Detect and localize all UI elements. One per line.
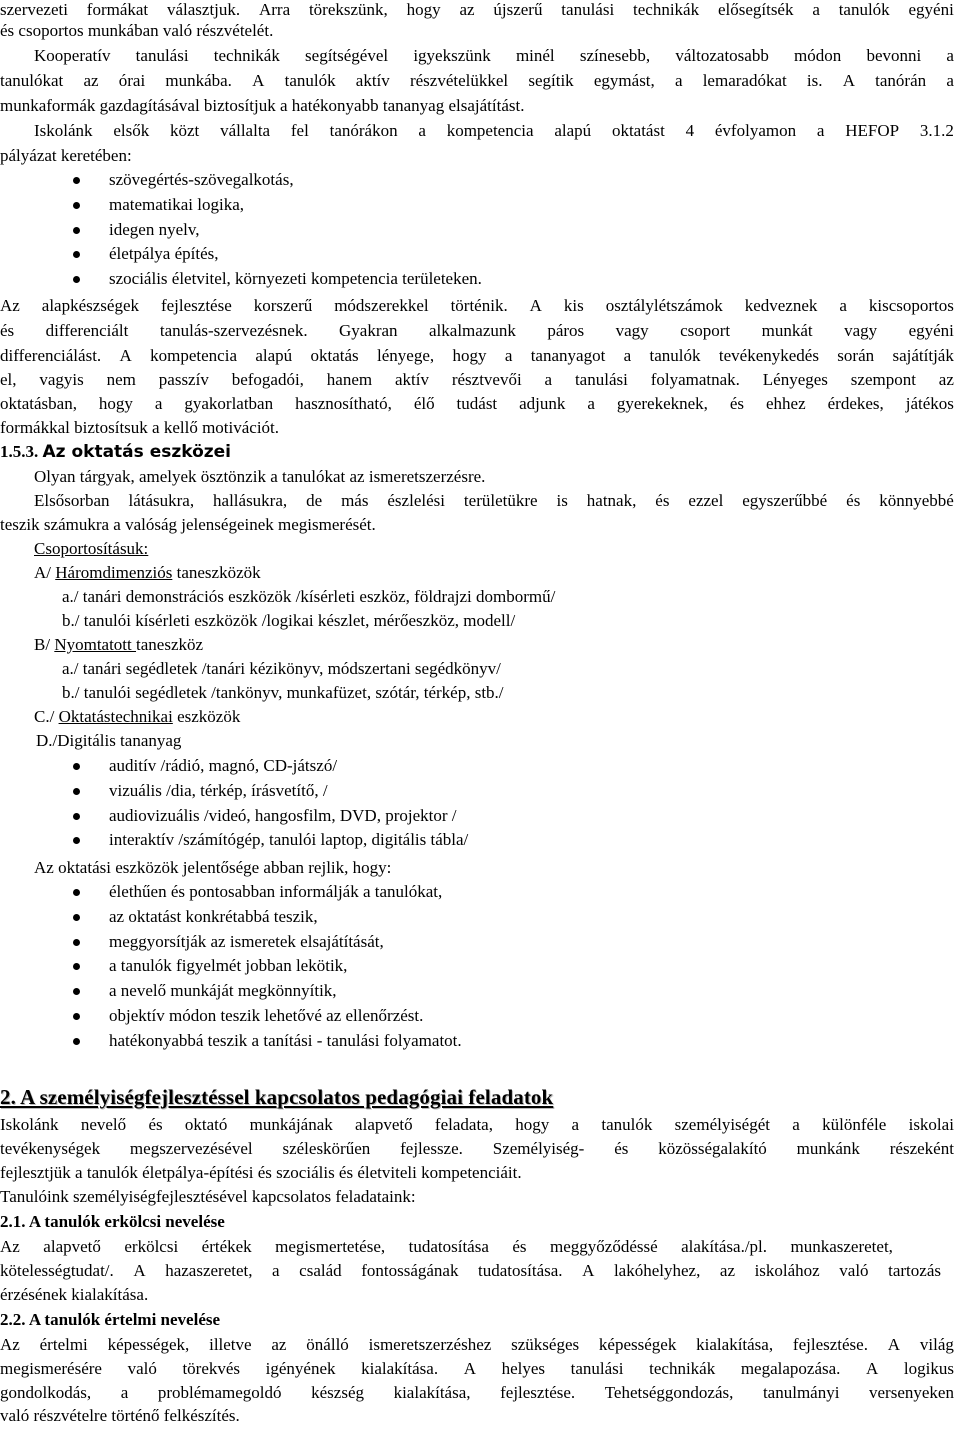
paragraph-line [34, 46, 954, 70]
word: folyamatnak. [650, 370, 740, 389]
word: tanulási [135, 46, 189, 65]
word: könnyebbé [879, 491, 954, 510]
word: újszerű [493, 0, 543, 19]
word: a [272, 1261, 280, 1280]
word: hogy [98, 394, 133, 413]
word: passzív [158, 370, 209, 389]
list-item: idegen nyelv, [0, 220, 482, 245]
word: bevonni [866, 46, 922, 65]
word: segítik [528, 71, 574, 90]
word: történik. [450, 296, 508, 315]
word: aktív [355, 71, 390, 90]
paragraph-line [0, 370, 954, 394]
word: vállalta [220, 121, 271, 140]
group-suffix: taneszközök [172, 563, 261, 582]
word: tanórákon [329, 121, 398, 140]
word: kialakítása, [696, 1335, 774, 1354]
word: során [837, 346, 875, 365]
heading-number: 1.5.3. [0, 442, 39, 461]
word: A [133, 1261, 146, 1280]
word: nevelő [80, 1115, 127, 1134]
word: világ [919, 1335, 954, 1354]
word: szükséges [511, 1335, 580, 1354]
heading-title: A tanulók erkölcsi nevelése [28, 1212, 225, 1231]
paragraph-line: pályázat keretében: [0, 146, 132, 165]
section-heading-1-5-3 [0, 442, 231, 466]
word: a [839, 296, 847, 315]
word: tanulókat [0, 71, 64, 90]
heading-number: 2.1. [0, 1212, 26, 1231]
word: látásukra, [128, 491, 195, 510]
word: Az [0, 1237, 20, 1256]
word: alakítása./pl. [681, 1237, 768, 1256]
word: Elsősorban [34, 491, 110, 510]
word: család [299, 1261, 342, 1280]
word: sajátítják [892, 346, 954, 365]
group-item: b./ tanulói kísérleti eszközök /logikai készlet, mérőeszköz, modell/ [62, 611, 516, 630]
word: élő [413, 394, 435, 413]
word: a [154, 394, 163, 413]
word: erkölcsi [124, 1237, 179, 1256]
word: képességek [598, 1335, 677, 1354]
word: meggyőződéssé [550, 1237, 658, 1256]
word: játékos [905, 394, 954, 413]
word: részvételükkel [409, 71, 509, 90]
word: kötelességtudat/. [0, 1261, 114, 1280]
word: fontosságának [361, 1261, 459, 1280]
word: elősegítsék [717, 0, 794, 19]
word: versenyeken [869, 1383, 954, 1402]
word: logikus [903, 1359, 954, 1378]
word: órai [118, 71, 146, 90]
word: kedveznek [744, 296, 818, 315]
word: fel [290, 121, 309, 140]
word: A [887, 1335, 901, 1354]
word: nem [106, 370, 136, 389]
word: munkánk [796, 1139, 860, 1158]
word: oktatás [310, 346, 359, 365]
paragraph-line: formákkal biztosítsuk a kellő motivációt. [0, 418, 280, 437]
word: és [0, 321, 15, 340]
group-a [34, 563, 261, 587]
group-item: a./ tanári segédletek /tanári kézikönyv, módszertani segédkönyv/ [62, 659, 501, 678]
word: a [623, 346, 632, 365]
word: vagy [844, 321, 878, 340]
word: az [83, 71, 99, 90]
word: tudást [456, 394, 498, 413]
word: közt [170, 121, 200, 140]
word: fejlesztése [160, 296, 232, 315]
section-heading-2-2 [0, 1310, 220, 1334]
group-prefix: A/ [34, 563, 56, 582]
paragraph-line [0, 346, 954, 370]
word: technikák [633, 0, 700, 19]
word: lemaradókat [702, 71, 787, 90]
word: osztálylétszámok [605, 296, 723, 315]
word: ehhez [766, 394, 806, 413]
word: való [127, 1359, 157, 1378]
word: részeként [889, 1139, 954, 1158]
word: adjunk [519, 394, 566, 413]
word: és [512, 1237, 527, 1256]
group-c [34, 707, 240, 731]
paragraph-line [0, 1115, 954, 1139]
paragraph-line: való részvételre történő felkészítés. [0, 1406, 240, 1425]
word: munkát [761, 321, 813, 340]
word: tevékenységek [0, 1139, 101, 1158]
list-item: matematikai logika, [0, 195, 482, 220]
word: fejlesztése. [792, 1335, 868, 1354]
paragraph-line [0, 1359, 954, 1383]
word: korszerű [253, 296, 313, 315]
word: Gyakran [339, 321, 398, 340]
list-item: szövegértés-szövegalkotás, [0, 170, 482, 195]
paragraph-line [0, 1383, 954, 1407]
word: iskolai [908, 1115, 954, 1134]
word: is. [806, 71, 823, 90]
word: az [271, 1335, 287, 1354]
word: személyiségét [674, 1115, 770, 1134]
word: kialakítása, [393, 1383, 471, 1402]
list-item: a tanulók figyelmét jobban lekötik, [0, 956, 462, 981]
word: ismeretszerzéshez [368, 1335, 492, 1354]
word: oktatást [611, 121, 665, 140]
word: törekszünk, [308, 0, 388, 19]
paragraph-line: munkaformák gazdagításával biztosítjuk a hatékonyabb tananyag elsajátítást. [0, 96, 525, 115]
word: A [866, 1359, 879, 1378]
word: választjuk. [166, 0, 241, 19]
word: alapkészségek [41, 296, 140, 315]
word: a [792, 1115, 800, 1134]
list-item: vizuális /dia, térkép, írásvetítő, / [0, 781, 468, 806]
word: alapvető [355, 1115, 413, 1134]
word: egyéni [908, 0, 954, 19]
word: hasznosítható, [295, 394, 392, 413]
word: A [529, 296, 542, 315]
section-heading-2-1 [0, 1212, 225, 1236]
paragraph-line [0, 1335, 954, 1359]
word: értelmi [39, 1335, 88, 1354]
word: alapvető [43, 1237, 101, 1256]
word: tanulók [838, 0, 890, 19]
word: Személyiség- [492, 1139, 585, 1158]
group-suffix: eszközök [172, 707, 241, 726]
paragraph-line [34, 491, 954, 515]
word: hogy [406, 0, 441, 19]
paragraph-line [0, 296, 954, 320]
list-item: a nevelő munkáját megkönnyítik, [0, 981, 462, 1006]
word: a [674, 71, 683, 90]
word: csoport [680, 321, 731, 340]
list-item: élethűen és pontosabban informálják a tanulókat, [0, 882, 462, 907]
word: Az [0, 1335, 20, 1354]
list-item: interaktív /számítógép, tanulói laptop, digitális tábla/ [0, 830, 468, 855]
word: megismerésére [0, 1359, 102, 1378]
word: érdekes, [827, 394, 884, 413]
word: Az [0, 296, 20, 315]
word: és [614, 1139, 629, 1158]
word: és [729, 394, 745, 413]
word: tanulás-szervezésnek. [159, 321, 308, 340]
word: egymást, [593, 71, 655, 90]
word: differenciált [45, 321, 129, 340]
word: kompetencia [150, 346, 237, 365]
word: tanulmányi [762, 1383, 840, 1402]
digital-material-list [0, 756, 468, 855]
paragraph-line [0, 71, 954, 95]
word: A [842, 71, 855, 90]
word: tudatosítása. [478, 1261, 563, 1280]
group-b [34, 635, 203, 659]
word: munkába. [165, 71, 232, 90]
word: Tehetséggondozás, [604, 1383, 734, 1402]
paragraph-line: Olyan tárgyak, amelyek ösztönzik a tanulókat az ismeretszerzésre. [34, 467, 486, 486]
word: módszerekkel [334, 296, 429, 315]
paragraph-line [34, 121, 954, 145]
word: hallásukra, [213, 491, 288, 510]
word: tanulási [570, 1359, 624, 1378]
word: képességek, [107, 1335, 190, 1354]
word: tevékenykedés [718, 346, 819, 365]
group-item: b./ tanulói segédletek /tankönyv, munkafüzet, szótár, térkép, stb./ [62, 683, 504, 702]
word: problémamegoldó [157, 1383, 282, 1402]
group-prefix: C./ [34, 707, 59, 726]
word: a [418, 121, 426, 140]
paragraph-line: fejlesztjük a tanulók életpálya-építési és szociális és életviteli kompetenciáit. [0, 1163, 522, 1182]
word: változatosabb [675, 46, 769, 65]
word: igyekszünk [413, 46, 491, 65]
word: Kooperatív [34, 46, 111, 65]
word: hatnak, [586, 491, 637, 510]
word: hazaszeretet, [165, 1261, 253, 1280]
heading-title: Az oktatás eszközei [42, 442, 232, 462]
word: tanulási [561, 0, 615, 19]
word: lényege, [377, 346, 435, 365]
heading-title: A tanulók értelmi nevelése [28, 1310, 221, 1329]
word: tartozás [888, 1261, 941, 1280]
word: illetve [209, 1335, 252, 1354]
paragraph-line [0, 1261, 941, 1285]
word: egyszerűbbé [742, 491, 828, 510]
word: területükre [463, 491, 538, 510]
word: a [587, 394, 595, 413]
groups-label: Csoportosításuk: [34, 539, 149, 558]
word: fejlesztése. [500, 1383, 576, 1402]
word: tanulók [649, 346, 701, 365]
word: közösségalakító [658, 1139, 767, 1158]
list-item: életpálya építés, [0, 244, 482, 269]
word: módon [794, 46, 842, 65]
word: gondolkodás, [0, 1383, 92, 1402]
word: és [846, 491, 861, 510]
paragraph-line: teszik számukra a valóság jelenségeinek megismerését. [0, 515, 376, 534]
word: alapú [554, 121, 592, 140]
word: A [463, 1359, 476, 1378]
word: megszervezésével [129, 1139, 253, 1158]
word: való [839, 1261, 869, 1280]
word: tananyagot [530, 346, 606, 365]
word: megalapozása. [740, 1359, 841, 1378]
word: ezzel [688, 491, 724, 510]
word: aktív [394, 370, 429, 389]
word: el, [0, 370, 17, 389]
list-item: auditív /rádió, magnó, CD-játszó/ [0, 756, 468, 781]
word: befogadói, [231, 370, 304, 389]
word: feladata, [434, 1115, 493, 1134]
word: készség [311, 1383, 364, 1402]
word: Arra [258, 0, 291, 19]
word: önálló [306, 1335, 349, 1354]
word: a [544, 370, 553, 389]
word: a [946, 71, 954, 90]
word: fejlessze. [400, 1139, 463, 1158]
paragraph-line: Tanulóink személyiségfejlesztésével kapcsolatos feladataink: [0, 1187, 416, 1206]
group-item: a./ tanári demonstrációs eszközök /kísérleti eszköz, földrajzi dombormű/ [62, 587, 556, 606]
word: A [252, 71, 265, 90]
word: A [119, 346, 132, 365]
word: technikák [213, 46, 280, 65]
paragraph-line [0, 1237, 893, 1261]
section-heading-2 [0, 1085, 553, 1111]
word: évfolyamon [714, 121, 797, 140]
word: egyéni [908, 321, 954, 340]
word: Iskolánk [34, 121, 93, 140]
word: megismertetése, [275, 1237, 386, 1256]
word: minél [515, 46, 555, 65]
word: munkájának [249, 1115, 333, 1134]
paragraph-line [0, 394, 954, 418]
word: gyakorlatban [184, 394, 274, 413]
word: 4 [685, 121, 695, 140]
list-item: objektív módon teszik lehetővé az ellenőrzést. [0, 1006, 462, 1031]
word: formákat [86, 0, 149, 19]
word: szempont [850, 370, 916, 389]
word: és [655, 491, 670, 510]
word: a [504, 346, 513, 365]
word: észlelési [387, 491, 445, 510]
word: és [148, 1115, 163, 1134]
group-suffix: taneszköz [136, 635, 204, 654]
paragraph-line: és csoportos munkában való részvételét. [0, 21, 274, 40]
word: Iskolánk [0, 1115, 59, 1134]
list-item: audiovizuális /videó, hangosfilm, DVD, projektor / [0, 806, 468, 831]
word: HEFOP [845, 121, 900, 140]
word: Lényeges [762, 370, 828, 389]
paragraph-line: Az oktatási eszközök jelentősége abban rejlik, hogy: [34, 858, 392, 877]
heading-number: 2.2. [0, 1310, 26, 1329]
word: a [816, 121, 825, 140]
significance-list [0, 882, 462, 1056]
group-name: Háromdimenziós [55, 563, 173, 582]
word: kompetencia [446, 121, 534, 140]
word: kiscsoportos [868, 296, 954, 315]
word: vagy [615, 321, 649, 340]
word: lakóhelyhez, [613, 1261, 701, 1280]
list-item: hatékonyabbá teszik a tanítási - tanulási folyamatot. [0, 1031, 462, 1056]
word: segítségével [305, 46, 389, 65]
list-item: az oktatást konkrétabbá teszik, [0, 907, 462, 932]
word: differenciálást. [0, 346, 102, 365]
word: alapú [255, 346, 293, 365]
word: tudatosítása [408, 1237, 489, 1256]
word: a [812, 0, 820, 19]
word: is [556, 491, 568, 510]
paragraph-line [0, 1139, 954, 1163]
word: tanulók [284, 71, 336, 90]
word: hogy [515, 1115, 550, 1134]
word: értékek [201, 1237, 252, 1256]
word: tanulók [601, 1115, 653, 1134]
word: elsők [113, 121, 150, 140]
group-name: Nyomtatott [54, 635, 137, 654]
list-item: szociális életvitel, környezeti kompetencia területeken. [0, 269, 482, 294]
word: oktatásban, [0, 394, 77, 413]
competency-list [0, 170, 482, 294]
word: széleskörűen [282, 1139, 371, 1158]
word: kis [563, 296, 584, 315]
word: vagyis [39, 370, 84, 389]
word: résztvevői [451, 370, 522, 389]
list-item: meggyorsítják az ismeretek elsajátítását, [0, 932, 462, 957]
word: páros [547, 321, 585, 340]
group-d: D./Digitális tananyag [36, 731, 182, 750]
word: az [719, 1261, 735, 1280]
paragraph-line: érzésének kialakítása. [0, 1285, 149, 1304]
word: alkalmazunk [429, 321, 516, 340]
word: hanem [326, 370, 373, 389]
word: színesebb, [579, 46, 651, 65]
word: helyes [501, 1359, 546, 1378]
word: a [946, 46, 954, 65]
word: oktató [184, 1115, 228, 1134]
word: iskolához [754, 1261, 820, 1280]
word: szervezeti [0, 0, 68, 19]
heading-text: 2. A személyiségfejlesztéssel kapcsolatos pedagógiai feladatok [0, 1085, 554, 1109]
group-name: Oktatástechnikai [58, 707, 173, 726]
word: tanórán [875, 71, 927, 90]
word: a [571, 1115, 580, 1134]
word: a [120, 1383, 129, 1402]
word: más [341, 491, 369, 510]
group-prefix: B/ [34, 635, 55, 654]
word: igényének [265, 1359, 336, 1378]
word: gyerekeknek, [616, 394, 708, 413]
paragraph-line [0, 321, 954, 345]
word: törekvés [182, 1359, 241, 1378]
word: az [459, 0, 475, 19]
word: A [582, 1261, 595, 1280]
word: az [938, 370, 954, 389]
word: különféle [822, 1115, 887, 1134]
word: de [306, 491, 323, 510]
word: tanulási [574, 370, 628, 389]
word: hogy [452, 346, 487, 365]
word: technikák [649, 1359, 716, 1378]
word: kialakítása. [361, 1359, 439, 1378]
word: munkaszeretet, [790, 1237, 893, 1256]
word: 3.1.2 [919, 121, 954, 140]
